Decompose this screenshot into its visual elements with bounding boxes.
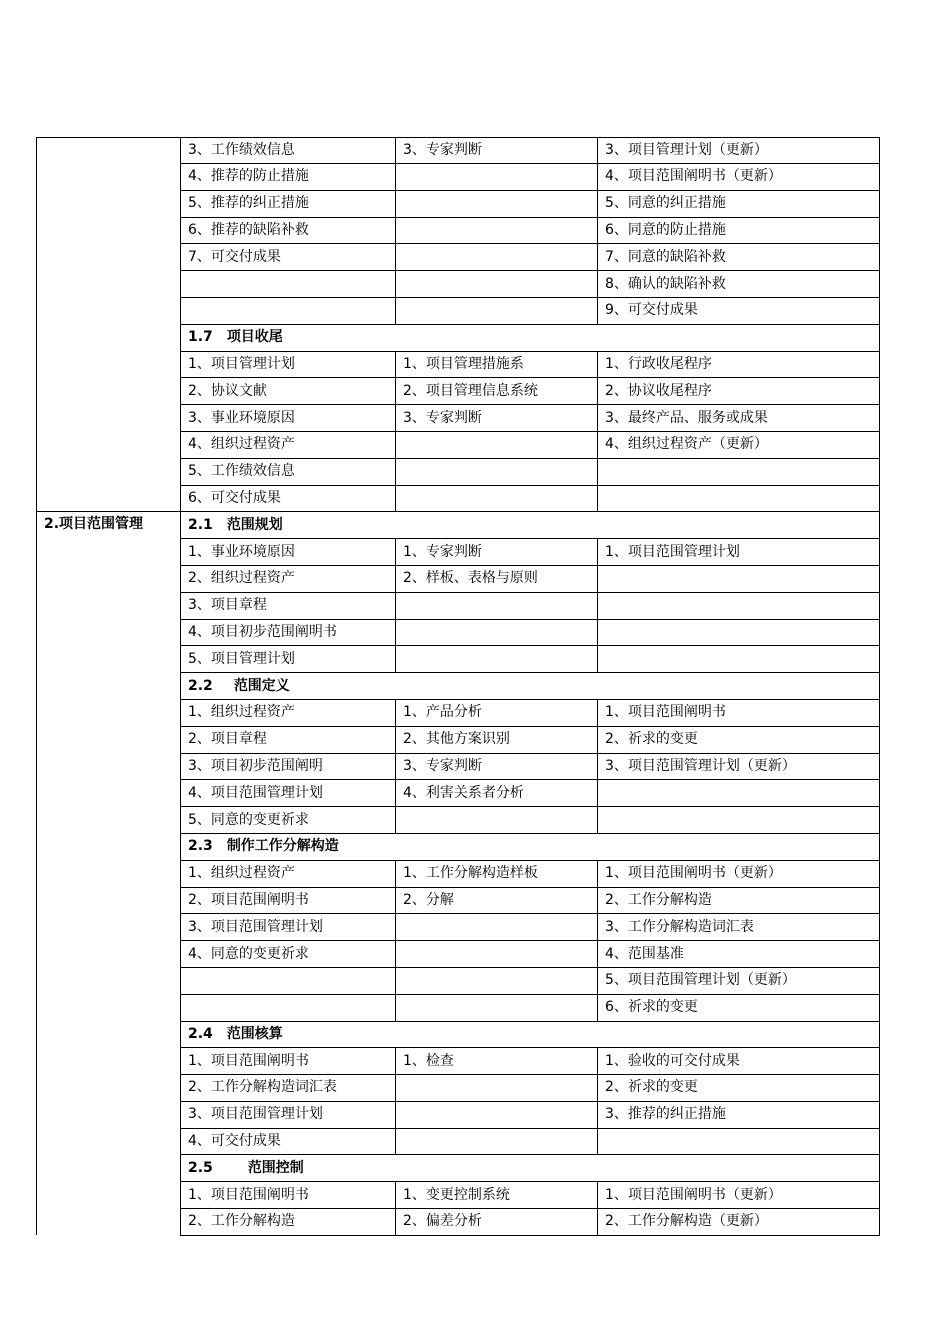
category-cell <box>37 138 181 512</box>
output-cell: 1、验收的可交付成果 <box>598 1048 880 1075</box>
input-cell: 4、可交付成果 <box>181 1128 396 1155</box>
tool-cell <box>396 1128 598 1155</box>
input-cell: 3、项目章程 <box>181 592 396 619</box>
input-cell: 3、工作绩效信息 <box>181 138 396 164</box>
tool-cell <box>396 431 598 458</box>
input-cell: 4、项目范围管理计划 <box>181 780 396 807</box>
input-cell: 1、项目范围阐明书 <box>181 1048 396 1075</box>
tool-cell <box>396 485 598 512</box>
output-cell: 2、工作分解构造（更新） <box>598 1209 880 1236</box>
process-table <box>36 137 880 1236</box>
tool-cell <box>396 914 598 941</box>
table-row <box>37 138 880 164</box>
tool-cell: 1、工作分解构造样板 <box>396 860 598 887</box>
input-cell <box>181 271 396 298</box>
subsection-title: 范围定义 <box>233 677 290 694</box>
output-cell: 6、同意的防止措施 <box>598 217 880 244</box>
tool-cell: 1、变更控制系统 <box>396 1182 598 1209</box>
output-cell: 3、项目管理计划（更新） <box>598 138 880 164</box>
input-cell: 1、组织过程资产 <box>181 860 396 887</box>
tool-cell <box>396 592 598 619</box>
tool-cell <box>396 244 598 271</box>
input-cell: 5、推荐的纠正措施 <box>181 190 396 217</box>
subsection-title: 范围核算 <box>226 1025 283 1042</box>
tool-cell <box>396 164 598 191</box>
output-cell <box>598 1128 880 1155</box>
output-cell: 1、项目范围阐明书（更新） <box>598 1182 880 1209</box>
output-cell: 4、组织过程资产（更新） <box>598 431 880 458</box>
tool-cell <box>396 646 598 673</box>
input-cell: 1、项目范围阐明书 <box>181 1182 396 1209</box>
subsection-title: 项目收尾 <box>226 329 283 346</box>
output-cell: 2、祈求的变更 <box>598 1075 880 1102</box>
output-cell <box>598 807 880 834</box>
input-cell: 3、项目初步范围阐明 <box>181 753 396 780</box>
tool-cell: 1、项目管理措施系 <box>396 351 598 378</box>
input-cell: 4、组织过程资产 <box>181 431 396 458</box>
subsection-title: 制作工作分解构造 <box>226 838 339 855</box>
input-cell: 3、项目范围管理计划 <box>181 914 396 941</box>
input-cell: 4、项目初步范围阐明书 <box>181 619 396 646</box>
output-cell: 1、项目范围阐明书 <box>598 699 880 726</box>
input-cell: 6、推荐的缺陷补救 <box>181 217 396 244</box>
tool-cell <box>396 1075 598 1102</box>
output-cell: 5、项目范围管理计划（更新） <box>598 967 880 994</box>
tool-cell: 3、专家判断 <box>396 753 598 780</box>
input-cell: 5、项目管理计划 <box>181 646 396 673</box>
output-cell: 1、项目范围管理计划 <box>598 539 880 566</box>
tool-cell: 3、专家判断 <box>396 138 598 164</box>
output-cell: 5、同意的纠正措施 <box>598 190 880 217</box>
tool-cell <box>396 458 598 485</box>
output-cell: 6、祈求的变更 <box>598 994 880 1021</box>
subsection-number: 2.3 <box>188 838 213 855</box>
subsection-number: 2.1 <box>188 516 213 533</box>
input-cell: 4、推荐的防止措施 <box>181 164 396 191</box>
output-cell: 3、项目范围管理计划（更新） <box>598 753 880 780</box>
subsection-heading <box>181 1021 880 1048</box>
output-cell: 2、祈求的变更 <box>598 726 880 753</box>
input-cell: 2、工作分解构造 <box>181 1209 396 1236</box>
heading-gap <box>213 517 227 533</box>
tool-cell: 2、项目管理信息系统 <box>396 378 598 405</box>
input-cell: 7、可交付成果 <box>181 244 396 271</box>
input-cell: 5、工作绩效信息 <box>181 458 396 485</box>
heading-gap <box>213 1160 248 1176</box>
output-cell <box>598 619 880 646</box>
output-cell <box>598 485 880 512</box>
input-cell: 6、可交付成果 <box>181 485 396 512</box>
input-cell: 5、同意的变更祈求 <box>181 807 396 834</box>
input-cell <box>181 967 396 994</box>
subsection-title: 范围规划 <box>226 516 283 533</box>
output-cell <box>598 592 880 619</box>
tool-cell: 4、利害关系者分析 <box>396 780 598 807</box>
tool-cell <box>396 967 598 994</box>
output-cell: 4、项目范围阐明书（更新） <box>598 164 880 191</box>
input-cell <box>181 297 396 324</box>
heading-gap <box>213 838 227 854</box>
input-cell: 1、事业环境原因 <box>181 539 396 566</box>
tool-cell <box>396 619 598 646</box>
tool-cell <box>396 941 598 968</box>
tool-cell: 3、专家判断 <box>396 405 598 432</box>
output-cell: 9、可交付成果 <box>598 297 880 324</box>
output-cell <box>598 458 880 485</box>
heading-gap <box>213 678 234 694</box>
category-cell: 2.项目范围管理 <box>37 512 181 1236</box>
input-cell: 2、协议文献 <box>181 378 396 405</box>
output-cell: 4、范围基准 <box>598 941 880 968</box>
input-cell: 3、事业环境原因 <box>181 405 396 432</box>
input-cell: 2、项目范围阐明书 <box>181 887 396 914</box>
output-cell <box>598 646 880 673</box>
tool-cell <box>396 190 598 217</box>
tool-cell: 2、偏差分析 <box>396 1209 598 1236</box>
input-cell: 2、工作分解构造词汇表 <box>181 1075 396 1102</box>
subsection-heading <box>181 512 880 539</box>
table-body <box>37 138 880 1236</box>
tool-cell <box>396 217 598 244</box>
output-cell: 2、工作分解构造 <box>598 887 880 914</box>
output-cell: 3、工作分解构造词汇表 <box>598 914 880 941</box>
input-cell: 2、组织过程资产 <box>181 565 396 592</box>
tool-cell <box>396 297 598 324</box>
input-cell <box>181 994 396 1021</box>
tool-cell: 2、样板、表格与原则 <box>396 565 598 592</box>
output-cell <box>598 780 880 807</box>
tool-cell: 1、专家判断 <box>396 539 598 566</box>
output-cell: 1、行政收尾程序 <box>598 351 880 378</box>
subsection-number: 2.2 <box>188 677 213 694</box>
heading-gap <box>213 1026 227 1042</box>
output-cell <box>598 565 880 592</box>
tool-cell: 2、分解 <box>396 887 598 914</box>
subsection-number: 2.4 <box>188 1025 213 1042</box>
output-cell: 8、确认的缺陷补救 <box>598 271 880 298</box>
input-cell: 4、同意的变更祈求 <box>181 941 396 968</box>
subsection-heading <box>181 833 880 860</box>
tool-cell <box>396 994 598 1021</box>
output-cell: 3、最终产品、服务或成果 <box>598 405 880 432</box>
tool-cell <box>396 271 598 298</box>
input-cell: 2、项目章程 <box>181 726 396 753</box>
subsection-heading-row <box>37 512 880 539</box>
output-cell: 2、协议收尾程序 <box>598 378 880 405</box>
output-cell: 7、同意的缺陷补救 <box>598 244 880 271</box>
input-cell: 1、组织过程资产 <box>181 699 396 726</box>
heading-gap <box>213 329 227 345</box>
output-cell: 1、项目范围阐明书（更新） <box>598 860 880 887</box>
subsection-heading <box>181 673 880 700</box>
subsection-heading <box>181 1155 880 1182</box>
tool-cell <box>396 1101 598 1128</box>
subsection-number: 1.7 <box>188 329 213 346</box>
tool-cell: 2、其他方案识别 <box>396 726 598 753</box>
tool-cell: 1、检查 <box>396 1048 598 1075</box>
tool-cell: 1、产品分析 <box>396 699 598 726</box>
output-cell: 3、推荐的纠正措施 <box>598 1101 880 1128</box>
input-cell: 1、项目管理计划 <box>181 351 396 378</box>
subsection-title: 范围控制 <box>247 1159 304 1176</box>
tool-cell <box>396 807 598 834</box>
subsection-number: 2.5 <box>188 1159 213 1176</box>
input-cell: 3、项目范围管理计划 <box>181 1101 396 1128</box>
subsection-heading <box>181 324 880 351</box>
